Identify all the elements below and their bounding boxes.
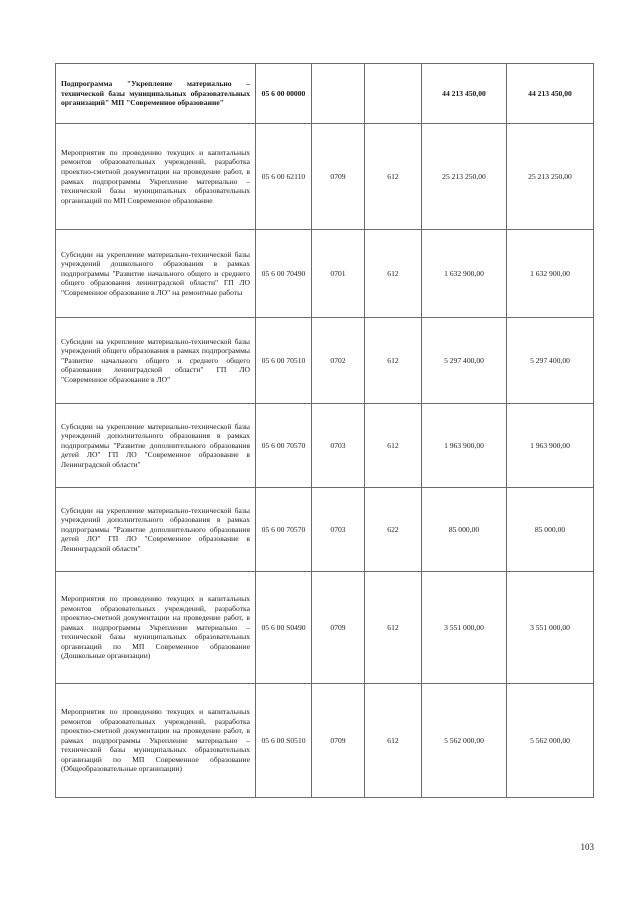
row-sum-2: 3 551 000,00 — [507, 572, 594, 684]
table-row — [56, 230, 594, 318]
table-row — [56, 404, 594, 488]
row-expense-type: 612 — [365, 124, 422, 230]
row-kcsr: 05 6 00 62110 — [256, 124, 312, 230]
row-kcsr: 05 6 00 00000 — [256, 64, 312, 124]
row-sum-2: 5 562 000,00 — [507, 684, 594, 798]
row-sum-2: 44 213 450,00 — [507, 64, 594, 124]
table-row — [56, 318, 594, 404]
row-expense-type: 612 — [365, 318, 422, 404]
row-sum-2: 1 632 900,00 — [507, 230, 594, 318]
row-sum-1: 1 963 900,00 — [422, 404, 507, 488]
row-sum-2: 1 963 900,00 — [507, 404, 594, 488]
row-kcsr: 05 6 00 70570 — [256, 488, 312, 572]
row-name: Субсидии на укрепление материально-технической базы учреждений дополнительного образования в рамках подпрограммы "Развитие дополнительного образования детей ЛО" ГП ЛО "Современное образование в Ленинградской области" — [56, 488, 256, 572]
row-expense-type: 622 — [365, 488, 422, 572]
row-expense-type: 612 — [365, 684, 422, 798]
row-section: 0709 — [312, 684, 365, 798]
row-name: Мероприятия по проведению текущих и капитальных ремонтов образовательных учреждений, разработка проектно-сметной документации на проведение работ, в рамках подпрограммы Укрепление материально – технической базы муниципальных образовательных организаций по МП Современное образование (Дошкольные организации) — [56, 572, 256, 684]
row-expense-type: 612 — [365, 230, 422, 318]
row-section: 0702 — [312, 318, 365, 404]
row-name: Мероприятия по проведению текущих и капитальных ремонтов образовательных учреждений, разработка проектно-сметной документации на проведение работ, в рамках подпрограммы Укрепление материально – технической базы муниципальных образовательных организаций по МП Современное образование (Общеобразовательные организации) — [56, 684, 256, 798]
table-row — [56, 684, 594, 798]
row-section: 0703 — [312, 404, 365, 488]
row-sum-2: 25 213 250,00 — [507, 124, 594, 230]
row-name: Подпрограмма "Укрепление материально – технической базы муниципальных образовательных организаций" МП "Современное образование" — [56, 64, 256, 124]
row-sum-1: 1 632 900,00 — [422, 230, 507, 318]
row-sum-2: 5 297 400,00 — [507, 318, 594, 404]
row-sum-2: 85 000,00 — [507, 488, 594, 572]
row-name: Мероприятия по проведению текущих и капитальных ремонтов образовательных учреждений, разработка проектно-сметной документации на проведение работ, в рамках подпрограммы Укрепление материально – технической базы муниципальных образовательных организаций по МП Современное образование — [56, 124, 256, 230]
row-kcsr: 05 6 00 70570 — [256, 404, 312, 488]
row-section: 0703 — [312, 488, 365, 572]
row-section: 0709 — [312, 124, 365, 230]
row-sum-1: 5 297 400,00 — [422, 318, 507, 404]
row-kcsr: 05 6 00 S0510 — [256, 684, 312, 798]
row-kcsr: 05 6 00 S0490 — [256, 572, 312, 684]
row-expense-type: 612 — [365, 404, 422, 488]
row-sum-1: 44 213 450,00 — [422, 64, 507, 124]
row-kcsr: 05 6 00 70510 — [256, 318, 312, 404]
row-sum-1: 5 562 000,00 — [422, 684, 507, 798]
row-sum-1: 85 000,00 — [422, 488, 507, 572]
table-row — [56, 488, 594, 572]
row-expense-type: 612 — [365, 572, 422, 684]
row-name: Субсидии на укрепление материально-технической базы учреждений дополнительного образования в рамках подпрограммы "Развитие дополнительного образования детей ЛО" ГП ЛО "Современное образование в Ленинградской области" — [56, 404, 256, 488]
row-expense-type — [365, 64, 422, 124]
row-section: 0709 — [312, 572, 365, 684]
row-kcsr: 05 6 00 70490 — [256, 230, 312, 318]
row-name: Субсидии на укрепление материально-технической базы учреждений общего образования в рамках подпрограммы "Развитие начального общего и среднего общего образования ленинградской области" ГП ЛО "Современное образование в ЛО" — [56, 318, 256, 404]
row-sum-1: 3 551 000,00 — [422, 572, 507, 684]
row-section: 0701 — [312, 230, 365, 318]
budget-table — [55, 63, 594, 798]
table-row — [56, 572, 594, 684]
table-row-subprogram — [56, 64, 594, 124]
row-name: Субсидии на укрепление материально-технической базы учреждений дошкольного образования в рамках подпрограммы "Развитие начального общего и среднего общего образования ленинградской области" ГП ЛО "Современное образование в ЛО" на ремонтные работы — [56, 230, 256, 318]
row-sum-1: 25 213 250,00 — [422, 124, 507, 230]
row-section — [312, 64, 365, 124]
table-row — [56, 124, 594, 230]
page-number: 103 — [580, 842, 594, 852]
